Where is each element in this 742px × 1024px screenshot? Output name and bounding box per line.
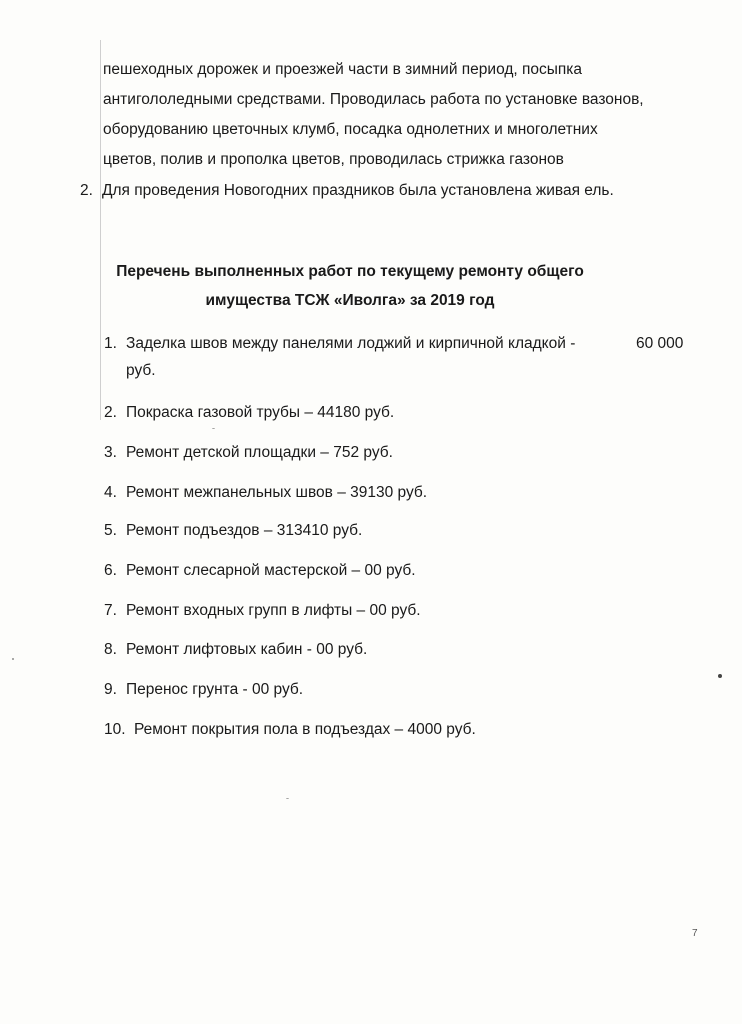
work-text: Заделка швов между панелями лоджий и кирпичной кладкой - [126,335,576,352]
intro-line-1: пешеходных дорожек и проезжей части в зимний период, посыпка [103,61,583,78]
work-text: Ремонт лифтовых кабин - 00 руб. [126,641,368,658]
intro-line-4: цветов, полив и прополка цветов, проводилась стрижка газонов [103,151,564,168]
work-number: 6. [104,562,117,579]
work-amount: 60 000 [636,335,684,352]
work-number: 5. [104,522,117,539]
work-item-1 [104,334,575,354]
work-item-7 [104,601,421,621]
numbered-item-2 [80,181,614,201]
work-number: 10. [104,721,126,738]
work-number: 4. [104,484,117,501]
work-number: 7. [104,602,117,619]
work-text: Перенос грунта - 00 руб. [126,681,304,698]
work-text: Ремонт межпанельных швов – 39130 руб. [126,484,428,501]
work-continuation: руб. [126,362,156,379]
scan-speck [212,428,215,429]
work-text: Покраска газовой трубы – 44180 руб. [126,404,395,421]
work-item-10 [104,720,476,740]
work-item-4 [104,483,427,503]
work-text: Ремонт подъездов – 313410 руб. [126,522,363,539]
work-item-5 [104,521,362,541]
work-number: 1. [104,335,117,352]
work-text: Ремонт покрытия пола в подъездах – 4000 руб. [134,721,476,738]
section-heading-line-2: имущества ТСЖ «Иволга» за 2019 год [205,292,495,309]
work-item-9 [104,680,303,700]
work-text: Ремонт входных групп в лифты – 00 руб. [126,602,421,619]
item-text: Для проведения Новогодних праздников была установлена живая ель. [102,182,614,199]
intro-line-3: оборудованию цветочных клумб, посадка однолетних и многолетних [103,121,598,138]
work-item-6 [104,561,416,581]
work-number: 3. [104,444,117,461]
work-number: 9. [104,681,117,698]
work-number: 8. [104,641,117,658]
scan-artifact-line [100,40,101,420]
work-item-2 [104,403,394,423]
scan-speck [12,658,14,660]
work-number: 2. [104,404,117,421]
item-number: 2. [80,182,93,199]
scan-speck [286,798,289,799]
intro-line-2: антигололедными средствами. Проводилась работа по установке вазонов, [103,91,644,108]
work-item-3 [104,443,393,463]
work-item-8 [104,640,367,660]
work-text: Ремонт детской площадки – 752 руб. [126,444,393,461]
scan-speck [718,674,722,678]
section-heading-line-1: Перечень выполненных работ по текущему ремонту общего [116,263,584,280]
page-number: 7 [692,928,698,939]
work-text: Ремонт слесарной мастерской – 00 руб. [126,562,416,579]
